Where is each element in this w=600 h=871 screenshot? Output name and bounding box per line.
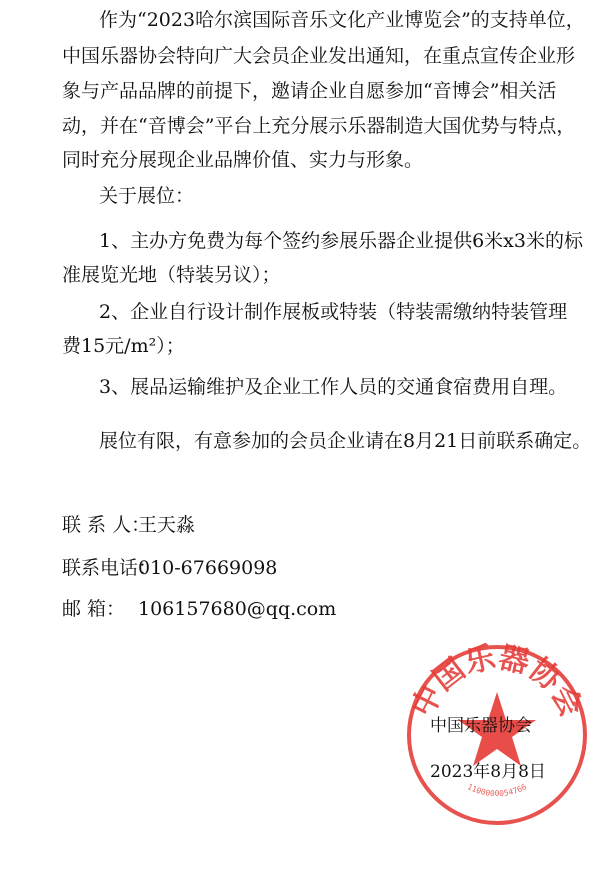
contact-person-label: 联 系 人： xyxy=(62,514,151,536)
contact-person-value: 王天淼 xyxy=(138,514,196,536)
seal-top-text: 中国乐器协会 xyxy=(405,640,589,723)
registration-deadline: 展位有限，有意参加的会员企业请在8月21日前联系确定。 xyxy=(99,430,592,452)
seal-number-text: 1100000054766 xyxy=(465,782,529,799)
booth-heading: 关于展位： xyxy=(99,185,195,207)
paragraph-line: 象与产品品牌的前提下，邀请企业自愿参加“音博会”相关活 xyxy=(62,80,557,102)
contact-email-row xyxy=(62,597,336,621)
signature-date: 2023年8月8日 xyxy=(430,762,546,782)
booth-item-3: 3、展品运输维护及企业工作人员的交通食宿费用自理。 xyxy=(99,376,568,398)
contact-email-label: 邮 箱： xyxy=(62,598,126,620)
contact-phone-label: 联系电话： xyxy=(62,557,158,579)
signature-organization: 中国乐器协会 xyxy=(430,716,532,736)
booth-item-2-line: 费15元/m²）； xyxy=(62,335,185,357)
contact-phone-row xyxy=(62,556,277,580)
paragraph-line: 动，并在“音博会”平台上充分展示乐器制造大国优势与特点， xyxy=(62,115,576,137)
paragraph-line: 中国乐器协会特向广大会员企业发出通知，在重点宣传企业形 xyxy=(62,45,576,67)
paragraph-line: 同时充分展现企业品牌价值、实力与形象。 xyxy=(62,149,424,171)
contact-person-row xyxy=(62,513,195,537)
booth-item-1-line: 准展览光地（特装另议）； xyxy=(62,264,281,286)
booth-item-1-line: 1、主办方免费为每个签约参展乐器企业提供6米x3米的标 xyxy=(99,230,583,252)
contact-phone-value: 010-67669098 xyxy=(138,557,278,579)
contact-email-value[interactable]: 106157680@qq.com xyxy=(138,598,337,620)
paragraph-line: 作为“2023哈尔滨国际音乐文化产业博览会”的支持单位， xyxy=(99,9,585,31)
booth-item-2-line: 2、企业自行设计制作展板或特装（特装需缴纳特装管理 xyxy=(99,301,568,323)
